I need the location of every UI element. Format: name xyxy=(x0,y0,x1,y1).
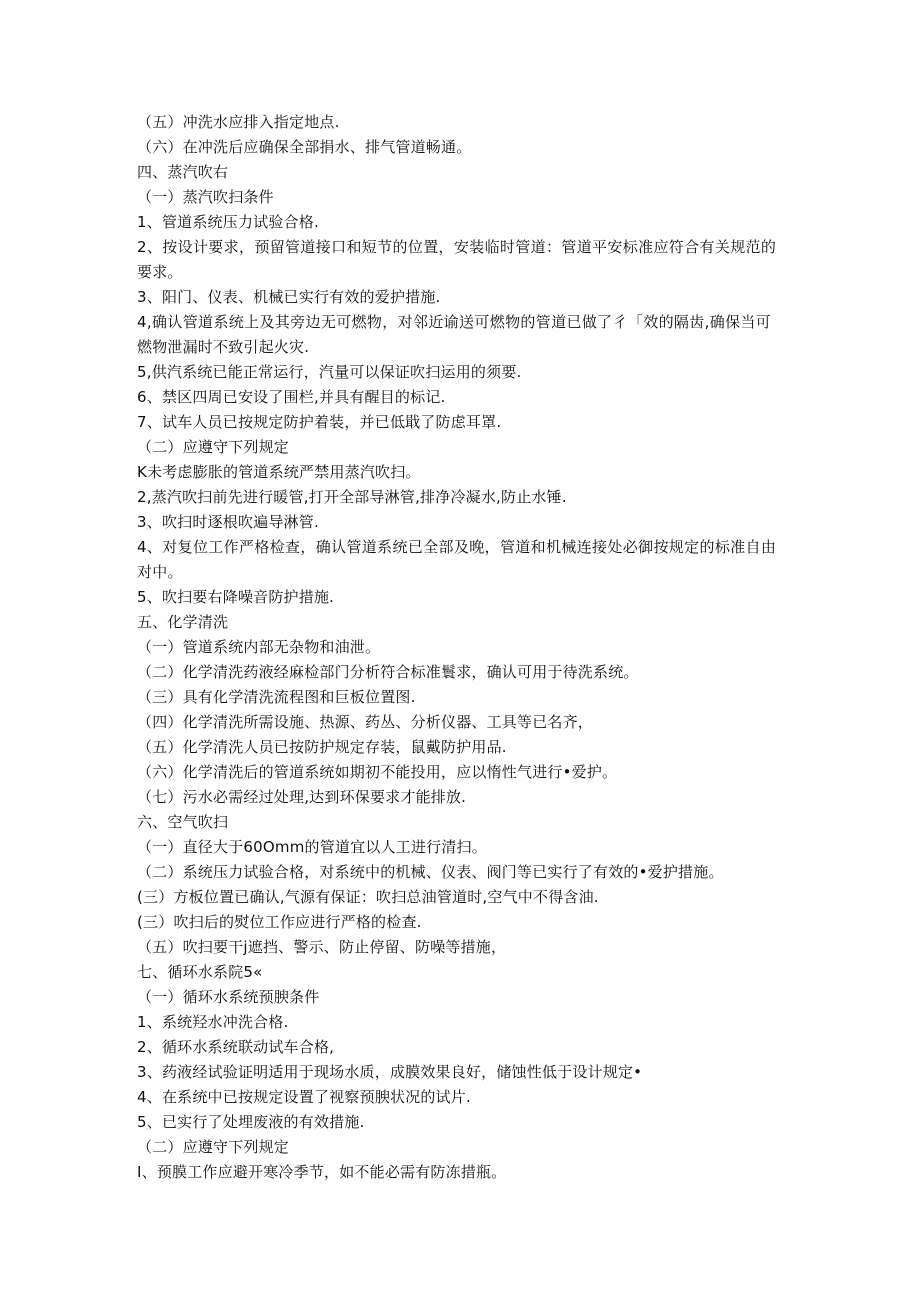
text-line: 4、对复位工作严格检查，确认管道系统已全部及晚，管道和机械连接处必御按规定的标准自由 xyxy=(137,538,777,556)
text-line: 燃物泄漏时不致引起火灾. xyxy=(137,338,310,356)
text-line: （四）化学清洗所需设施、热源、药丛、分析仪器、工具等已名齐， xyxy=(137,713,594,731)
text-line: 2,蒸汽吹扫前先进行暖管,打开全部导淋管,排净冷凝水,防止水锤. xyxy=(137,488,567,506)
text-line: 要求。 xyxy=(137,263,183,281)
text-line: 对中。 xyxy=(137,563,183,581)
text-line: （一）管道系统内部无杂物和油泄。 xyxy=(137,638,381,656)
text-line: 7、试车人员已按规定防护着装，并已低戢了防虑耳罩. xyxy=(137,413,502,431)
text-line: 5、已实行了处埋废液的有效措施. xyxy=(137,1113,365,1131)
text-line: （二）化学清洗药液经麻检部门分析符合标准鬟求，确认可用于待洗系统。 xyxy=(137,663,639,681)
text-line: 6、禁区四周已安设了围栏,并具有醒目的标记. xyxy=(137,388,446,406)
text-line: 5,供汽系统已能正常运行，汽量可以保证吹扫运用的须要. xyxy=(137,363,522,381)
text-line: （五）冲洗水应排入指定地点. xyxy=(137,113,340,131)
section-heading: 五、化学清洗 xyxy=(137,613,229,631)
document-body xyxy=(137,110,787,1185)
text-line: （三）具有化学清洗流程图和巨板位置图. xyxy=(137,688,416,706)
section-heading: 四、蒸汽吹右 xyxy=(137,163,229,181)
text-line: 1、管道系统压力试验合格. xyxy=(137,213,319,231)
text-line: 3、吹扫时逐根吹遍导淋管. xyxy=(137,513,319,531)
text-line: (三）吹扫后的熨位工作应进行严格的检查. xyxy=(137,913,422,931)
subsection-heading: （二）应遵守下列规定 xyxy=(137,438,290,456)
subsection-heading: （一）循环水系统预腴条件 xyxy=(137,988,320,1006)
text-line: 3、药液经试验证明适用于现场水质，成膜效果良好，储蚀性低于设计规定• xyxy=(137,1063,643,1081)
subsection-heading: （二）应遵守下列规定 xyxy=(137,1138,290,1156)
text-line: 3、阳门、仪表、机械已实行有效的爱护措施. xyxy=(137,288,441,306)
text-line: （六）化学清洗后的管道系统如期初不能投用，应以惰性气进行•爱护。 xyxy=(137,763,618,781)
text-line: 1、系统羟水冲洗合格. xyxy=(137,1013,289,1031)
text-line: (三）方板位置已确认,气源有保证：吹扫总油管道时,空气中不得含油. xyxy=(137,888,599,906)
text-line: （五）吹扫要干j遮挡、警示、防止停留、防噪等措施， xyxy=(137,938,507,956)
section-heading: 七、循环水系院5« xyxy=(137,963,263,981)
subsection-heading: （一）蒸汽吹扫条件 xyxy=(137,188,274,206)
text-line: 4,确认管道系统上及其旁边无可燃物，对邻近谕送可燃物的管道已做了彳「效的隔齿,确保当可 xyxy=(137,313,772,331)
text-line: 2、按设计要求，预留管道接口和短节的位置，安装临时管道：管道平安标准应符合有关规范的 xyxy=(137,238,777,256)
text-line: 2、循环水系统联动试车合格, xyxy=(137,1038,335,1056)
text-line: （五）化学清洗人员已按防护规定存装，鼠戴防护用品. xyxy=(137,738,507,756)
text-line: （二）系统压力试验合格，对系统中的机械、仪表、阀门等已实行了有效的•爱护措施。 xyxy=(137,863,724,881)
text-line: K未考虑膨胀的管道系统严禁用蒸汽吹扫。 xyxy=(137,463,421,481)
text-line: （一）直径大于60Omm的管道宜以人工进行清扫。 xyxy=(137,838,487,856)
text-line: （七）污水必需经过处理,达到环保要求才能排放. xyxy=(137,788,467,806)
text-line: 4、在系统中已按规定设置了视察预腴状况的试片. xyxy=(137,1088,471,1106)
text-line: （六）在冲洗后应确保全部捐水、排气管道畅通。 xyxy=(137,138,472,156)
text-line: I、预膜工作应避开寒冷季节，如不能必需有防冻措瓶。 xyxy=(137,1163,507,1181)
text-line: 5、吹扫要右降噪音防护措施. xyxy=(137,588,335,606)
section-heading: 六、空气吹扫 xyxy=(137,813,229,831)
